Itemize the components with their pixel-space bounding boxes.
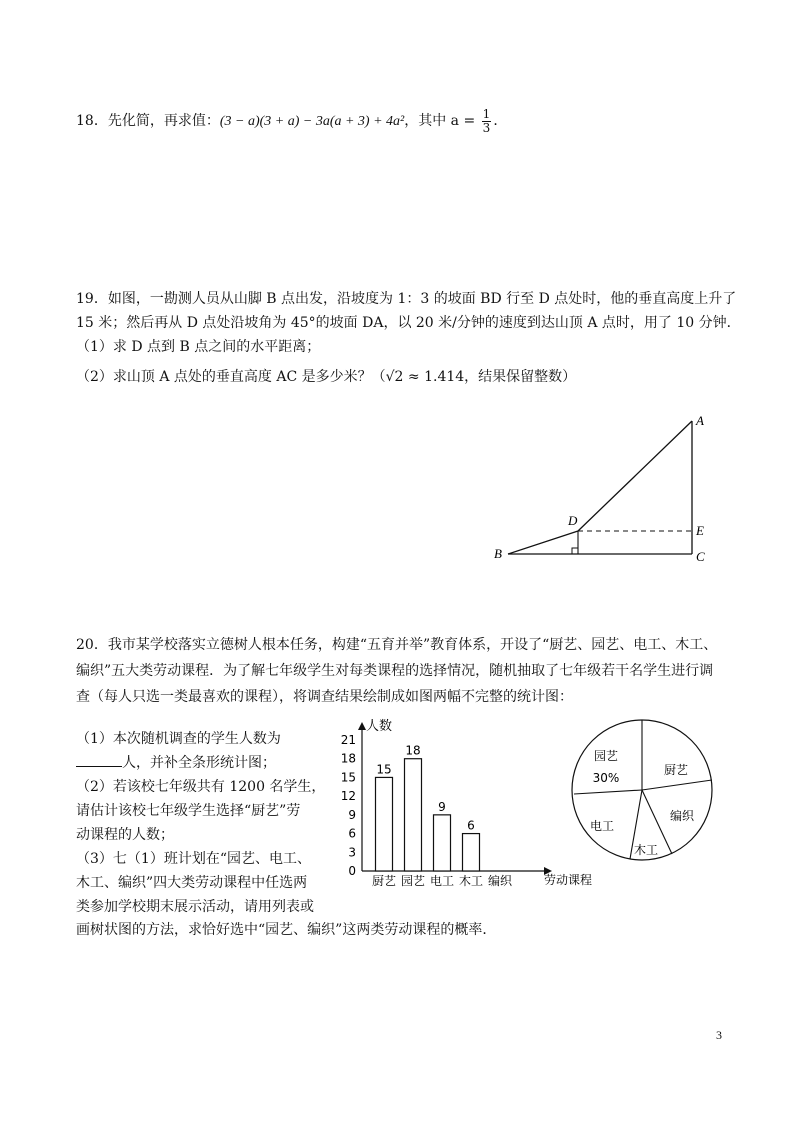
y-tick-label: 12 [340, 789, 356, 804]
y-axis-arrow [358, 722, 366, 730]
x-tick-label: 编织 [487, 874, 513, 888]
y-axis-label: 人数 [366, 719, 393, 734]
bar-value-label: 15 [376, 762, 392, 777]
pie-slice-label: 园艺 [593, 749, 619, 763]
q18-instruction: 先化简，再求值： [107, 113, 220, 130]
bar-value-label: 9 [438, 799, 446, 814]
page-number: 3 [716, 1028, 722, 1042]
answer-blank[interactable] [76, 752, 122, 767]
pie-slice-label: 厨艺 [663, 763, 689, 777]
q20-line-2: 编织”五大类劳动课程．为了解七年级学生对每类课程的选择情况，随机抽取了七年级若干名学生进行调 [76, 663, 714, 679]
q20-sub-line: 类参加学校期末展示活动，请用列表或 [76, 899, 314, 915]
q19-part-1: （1）求 D 点到 B 点之间的水平距离； [76, 339, 321, 355]
x-axis-label: 劳动课程 [544, 873, 593, 887]
q18-fraction [482, 108, 492, 134]
label-e: E [696, 523, 704, 538]
bar [405, 759, 422, 871]
q20-sub-line: 动课程的人数； [76, 827, 174, 843]
pie-chart [570, 712, 720, 872]
q20-sub-line-blank [76, 751, 320, 775]
x-tick-label: 厨艺 [371, 874, 397, 888]
pie-slice-label: 木工 [633, 843, 659, 857]
q20-subquestions [76, 727, 326, 919]
y-tick-label: 15 [340, 770, 356, 785]
pie-percent-label: 30% [592, 771, 620, 785]
q18-condition: ，其中 a = [404, 113, 476, 130]
y-tick-label: 18 [340, 751, 356, 766]
bar-value-label: 18 [405, 743, 421, 758]
q19-part-2: （2）求山顶 A 点处的垂直高度 AC 是多少米？（√2 ≈ 1.414，结果保留整数） [76, 369, 577, 385]
label-a: A [696, 413, 704, 428]
q20-line-1: 20．我市某学校落实立德树人根本任务，构建“五育并举”教育体系，开设了“厨艺、园艺、电工、木工、 [76, 637, 718, 653]
q18-frac-num: 1 [482, 107, 491, 121]
right-angle-mark [572, 548, 578, 554]
q20-sub-line: （1）本次随机调查的学生人数为 [76, 731, 281, 747]
q18-frac-den: 3 [482, 120, 491, 135]
line-da [578, 421, 692, 531]
q18-text: 18． [76, 113, 108, 130]
label-c: C [696, 549, 705, 564]
q20-sub-line-text: 人，并补全条形统计图； [122, 755, 276, 771]
q19-line-1: 19．如图，一勘测人员从山脚 B 点出发，沿坡度为 1：3 的坡面 BD 行至 D 点处时，他的垂直高度上升了 [76, 291, 737, 307]
bar [376, 777, 393, 871]
bar [434, 815, 451, 871]
y-tick-label: 9 [348, 807, 356, 822]
bar [463, 834, 480, 871]
question-18 [76, 108, 507, 134]
bar-value-label: 6 [467, 818, 475, 833]
y-tick-label: 6 [348, 826, 356, 841]
x-tick-label: 园艺 [400, 874, 426, 888]
pie-slice-label: 电工 [589, 819, 615, 833]
label-d: D [568, 513, 578, 528]
q20-last-line: 画树状图的方法，求恰好选中“园艺、编织”这两类劳动课程的概率． [76, 922, 497, 938]
q20-line-3: 查（每人只选一类最喜欢的课程），将调查结果绘制成如图两幅不完整的统计图： [76, 689, 573, 705]
q20-sub-line: 请估计该校七年级学生选择“厨艺”劳 [76, 803, 301, 819]
line-bd [508, 531, 578, 554]
q20-sub-line: （2）若该校七年级共有 1200 名学生， [76, 779, 326, 795]
q19-figure [480, 405, 730, 575]
pie-slice-label: 编织 [669, 809, 695, 823]
label-b: B [494, 546, 502, 561]
q18-expression: (3 − a)(3 + a) − 3a(a + 3) + 4a² [219, 114, 405, 130]
q19-line-2: 15 米；然后再从 D 点处沿坡角为 45°的坡面 DA，以 20 米/分钟的速度到达山顶 A 点时，用了 10 分钟． [76, 315, 741, 331]
q20-sub-line: 木工、编织”四大类劳动课程中任选两 [76, 875, 308, 891]
y-tick-label: 3 [348, 845, 356, 860]
x-tick-label: 木工 [458, 874, 484, 888]
bar-chart [330, 712, 610, 894]
x-tick-label: 电工 [429, 874, 455, 888]
q20-sub-line: （3）七（1）班计划在“园艺、电工、 [76, 851, 311, 867]
q18-end: ． [493, 113, 508, 130]
y-tick-label: 21 [340, 733, 356, 747]
y-tick-label: 0 [348, 864, 356, 878]
